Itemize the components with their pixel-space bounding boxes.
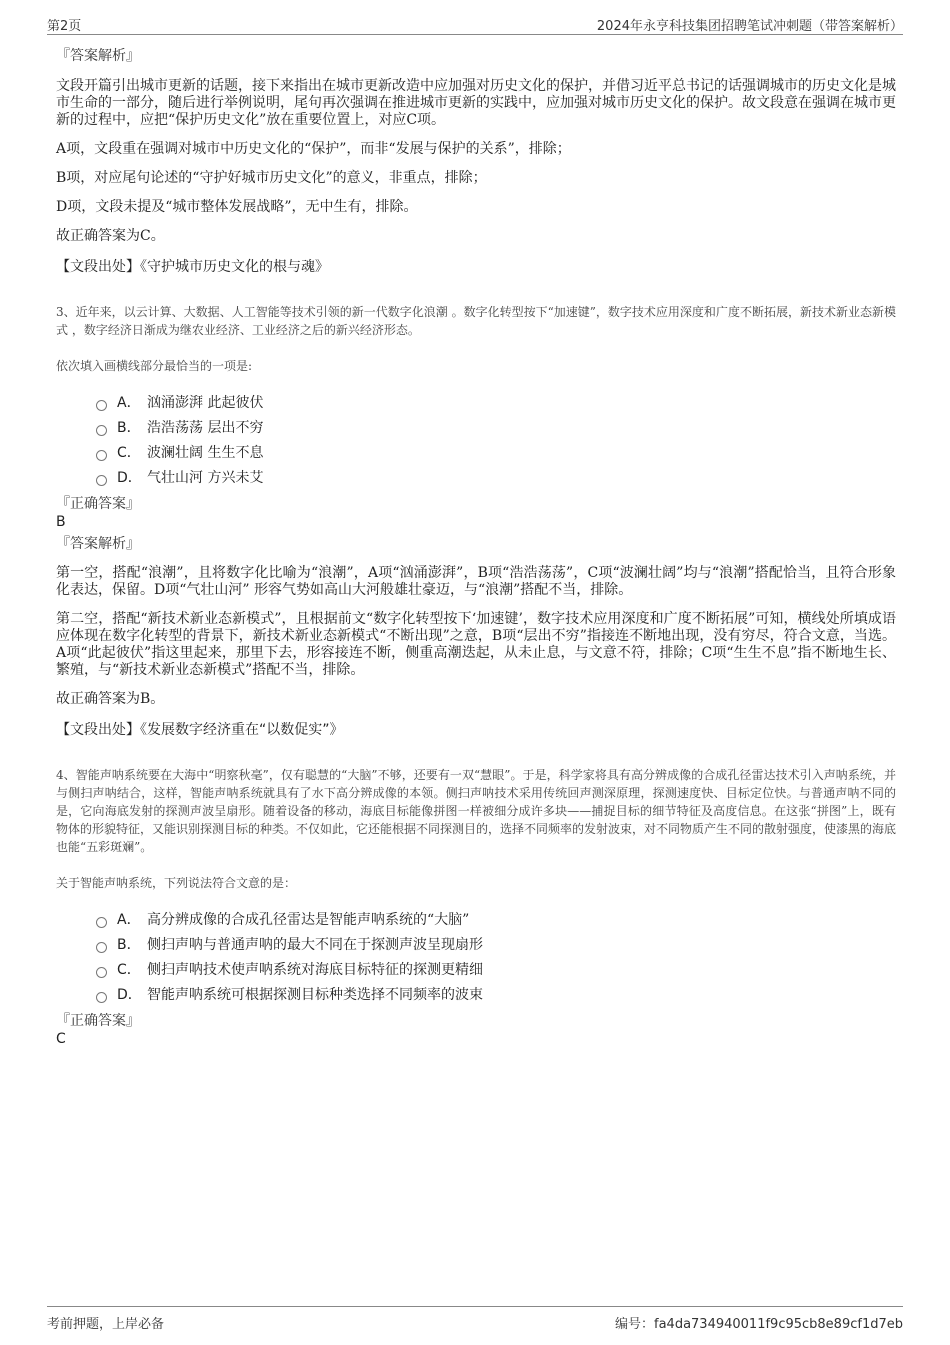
analysis-paragraph: 第二空，搭配“新技术新业态新模式”，且根据前文“数字化转型按下‘加速键’，数字技术应用深度和广度不断拓展”可知，横线处所填成语应体现在数字化转型的背景下，新技术新业态新模式“不断出现”之意，B项“层出不穷”指接连不断地出现，没有穷尽，符合文意，当选。A项“此起彼伏”指这里起来，那里下去，形容接连不断，侧重高潮迭起，从未止息，与文意不符，排除；C项“生生不息”指不断地生长、繁殖，与“新技术新业态新模式”搭配不当，排除。 (56, 611, 896, 678)
document-code: 编号：fa4da734940011f9c95cb8e89cf1d7eb (615, 1317, 903, 1332)
question-prompt: 关于智能声呐系统，下列说法符合文意的是： (56, 876, 297, 890)
option-letter: A． (117, 395, 141, 411)
option-text: 气壮山河 方兴未艾 (147, 470, 264, 486)
correct-answer: B (56, 514, 66, 530)
analysis-paragraph: 故正确答案为C。 (56, 228, 165, 244)
page-header (47, 12, 903, 35)
correct-answer-label: 『正确答案』 (56, 1013, 140, 1029)
document-title: 2024年永亨科技集团招聘笔试冲刺题（带答案解析） (596, 19, 903, 34)
option-letter: C． (117, 445, 141, 461)
option-text: 侧扫声呐与普通声呐的最大不同在于探测声波呈现扇形 (147, 937, 483, 953)
question-text: 4、智能声呐系统要在大海中“明察秋毫”，仅有聪慧的“大脑”不够，还要有一双“慧眼”。于是，科学家将具有高分辨成像的合成孔径雷达技术引入声呐系统，并与侧扫声呐结合，这样，智能声呐系统就具有了水下高分辨成像的本领。侧扫声呐技术采用传统回声测深原理，探测速度快、目标定位快。与普通声呐不同的是，它向海底发射的探测声波呈扇形。随着设备的移动，海底目标能像拼图一样被细分成许多块——捕捉目标的细节特征及高度信息。在这张“拼图”上，既有物体的形貌特征，又能识别探测目标的种类。不仅如此，它还能根据不同探测目的，选择不同频率的发射波束，对不同物质产生不同的散射强度，使漆黑的海底也能“五彩斑斓”。 (56, 768, 897, 854)
option-a[interactable] (96, 391, 896, 416)
analysis-paragraph: 文段开篇引出城市更新的话题，接下来指出在城市更新改造中应加强对历史文化的保护，并借习近平总书记的话强调城市的历史文化是城市生命的一部分，随后进行举例说明，尾句再次强调在推进城市更新的实践中，应加强对城市历史文化的保护。故文段意在强调在城市更新的过程中，应把“保护历史文化”放在重要位置上，对应C项。 (56, 78, 896, 128)
option-text: 高分辨成像的合成孔径雷达是智能声呐系统的“大脑” (147, 912, 470, 928)
option-letter: D． (117, 470, 142, 486)
option-c[interactable] (96, 958, 896, 983)
analysis-paragraph: A项，文段重在强调对城市中历史文化的“保护”，而非“发展与保护的关系”，排除； (56, 141, 571, 157)
analysis-label: 『答案解析』 (56, 48, 140, 64)
option-b[interactable] (96, 416, 896, 441)
page-footer (47, 1306, 903, 1332)
option-d[interactable] (96, 983, 896, 1008)
options-list (96, 391, 896, 491)
option-text: 波澜壮阔 生生不息 (147, 445, 264, 461)
q2-analysis (56, 46, 896, 277)
option-a[interactable] (96, 908, 896, 933)
correct-answer-label: 『正确答案』 (56, 496, 140, 512)
option-text: 汹涌澎湃 此起彼伏 (147, 395, 264, 411)
radio-icon[interactable] (96, 967, 107, 978)
radio-icon[interactable] (96, 425, 107, 436)
option-text: 浩浩荡荡 层出不穷 (147, 420, 264, 436)
correct-answer: C (56, 1031, 66, 1047)
analysis-paragraph: 故正确答案为B。 (56, 691, 165, 707)
option-letter: A． (117, 912, 141, 928)
question-text: 3、近年来，以云计算、大数据、人工智能等技术引领的新一代数字化浪潮 。数字化转型按下“加速键”，数字技术应用深度和广度不断拓展，新技术新业态新模式 ，数字经济日渐成为继农业经济、工业经济之后的新兴经济形态。 (56, 305, 896, 337)
analysis-paragraph: B项，对应尾句论述的“守护好城市历史文化”的意义，非重点，排除； (56, 170, 487, 186)
radio-icon[interactable] (96, 992, 107, 1003)
option-letter: D． (117, 987, 142, 1003)
option-b[interactable] (96, 933, 896, 958)
question-4 (56, 766, 896, 1048)
option-text: 智能声呐系统可根据探测目标种类选择不同频率的波束 (147, 987, 483, 1003)
source-citation: 【文段出处】《发展数字经济重在“以数促实”》 (56, 722, 344, 738)
document-body (56, 46, 896, 1048)
option-c[interactable] (96, 441, 896, 466)
radio-icon[interactable] (96, 942, 107, 953)
option-letter: C． (117, 962, 141, 978)
option-letter: B． (117, 937, 141, 953)
radio-icon[interactable] (96, 450, 107, 461)
analysis-paragraph: D项，文段未提及“城市整体发展战略”，无中生有，排除。 (56, 199, 418, 215)
question-prompt: 依次填入画横线部分最恰当的一项是: (56, 359, 253, 373)
radio-icon[interactable] (96, 475, 107, 486)
radio-icon[interactable] (96, 400, 107, 411)
analysis-label: 『答案解析』 (56, 536, 140, 552)
page-number: 第2页 (47, 19, 82, 34)
radio-icon[interactable] (96, 917, 107, 928)
options-list (96, 908, 896, 1008)
option-d[interactable] (96, 466, 896, 491)
option-text: 侧扫声呐技术使声呐系统对海底目标特征的探测更精细 (147, 962, 483, 978)
question-3 (56, 303, 896, 740)
analysis-paragraph: 第一空，搭配“浪潮”，且将数字化比喻为“浪潮”，A项“汹涌澎湃”，B项“浩浩荡荡”，C项“波澜壮阔”均与“浪潮”搭配恰当，且符合形象化表达，保留。D项“气壮山河” 形容气势如高山大河般雄壮豪迈，与“浪潮”搭配不当，排除。 (56, 565, 896, 598)
footer-slogan: 考前押题，上岸必备 (47, 1317, 165, 1332)
source-citation: 【文段出处】《守护城市历史文化的根与魂》 (56, 259, 329, 275)
option-letter: B． (117, 420, 141, 436)
